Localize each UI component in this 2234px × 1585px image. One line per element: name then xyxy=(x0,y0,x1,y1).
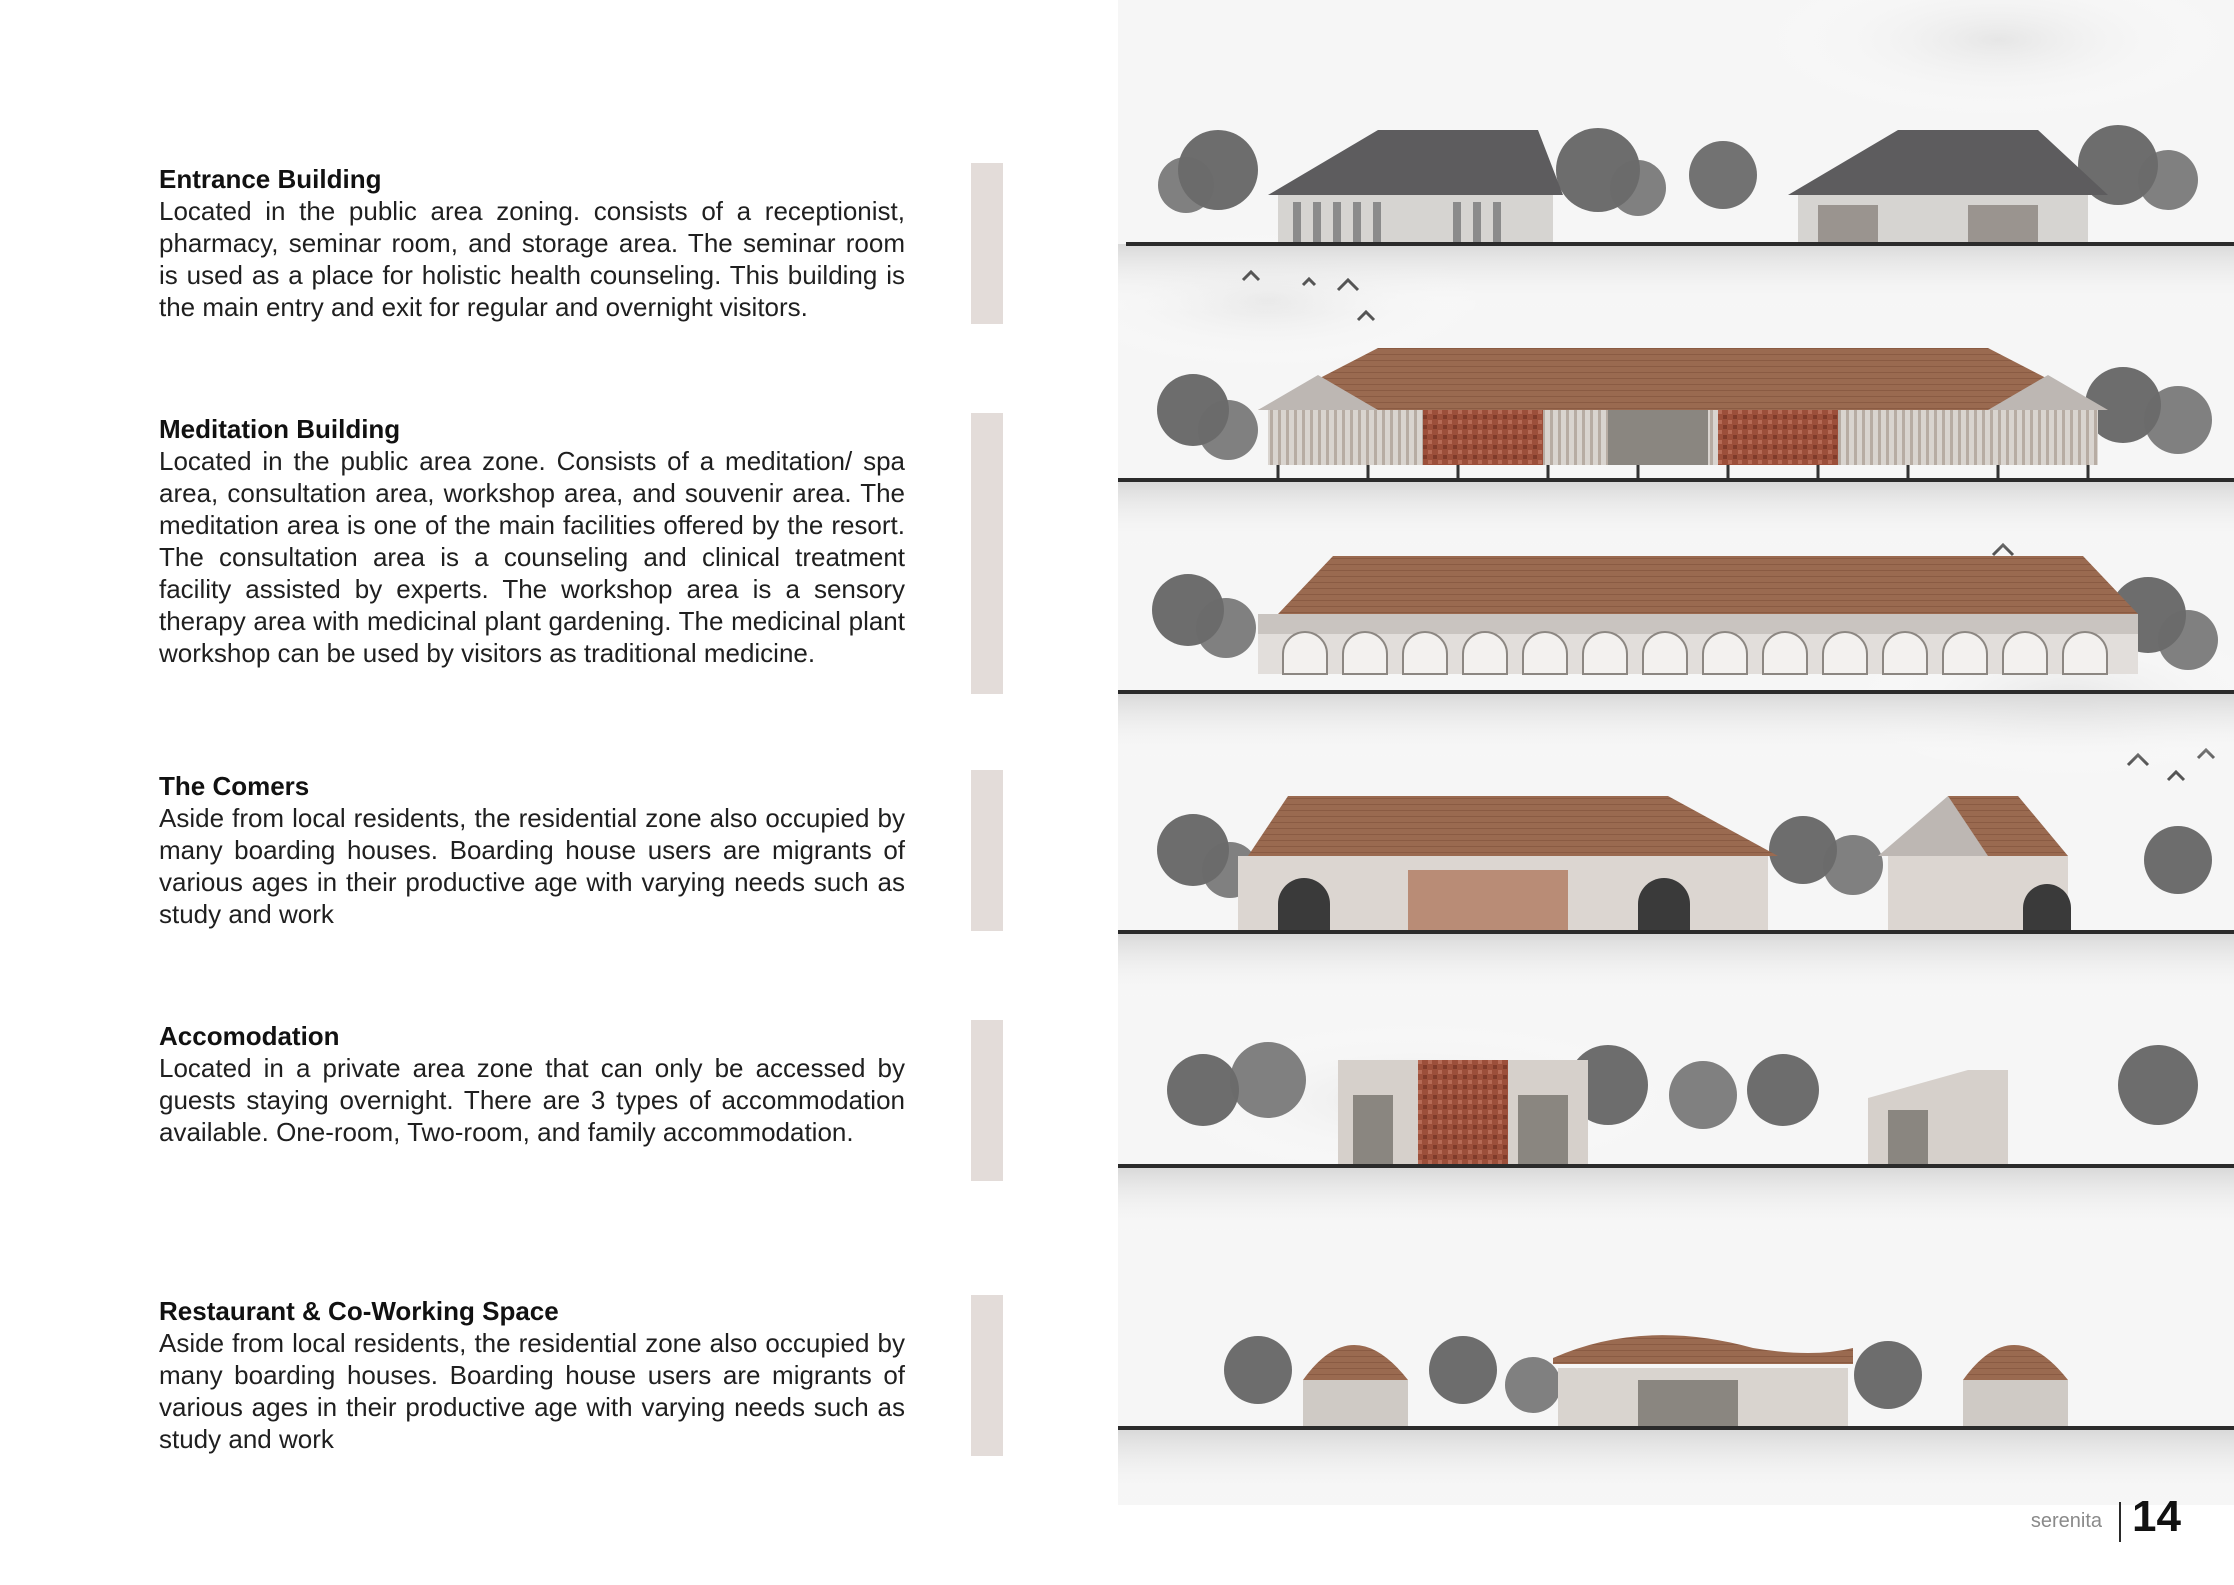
section-accomodation xyxy=(159,1020,905,1148)
accent-bar-1 xyxy=(971,163,1003,324)
accent-bar-3 xyxy=(971,770,1003,931)
section-body: Located in the public area zoning. consists of a receptionist, pharmacy, seminar room, and storage area. The seminar room is used as a place for holistic health counseling. This building is the main entry and exit for regular and overnight visitors. xyxy=(159,196,905,322)
section-body: Located in the public area zone. Consists of a meditation/ spa area, consultation area, workshop area, and souvenir area. The meditation area is one of the main facilities offered by the resort. The consultation area is a counseling and clinical treatment facility assisted by experts. The workshop area is a sensory therapy area with medicinal plant gardening. The medicinal plant workshop can be used by visitors as traditional medicine. xyxy=(159,446,905,668)
section-title: Restaurant & Co-Working Space xyxy=(159,1296,559,1326)
section-body: Aside from local residents, the residential zone also occupied by many boarding houses. Boarding house users are migrants of various ages in their productive age with varying needs such as study and work xyxy=(159,803,905,929)
section-title: Entrance Building xyxy=(159,164,382,194)
section-entrance-building xyxy=(159,163,905,323)
accent-bar-2 xyxy=(971,413,1003,694)
section-the-comers xyxy=(159,770,905,930)
footer-brand: serenita xyxy=(2030,1510,2102,1532)
section-title: Meditation Building xyxy=(159,414,401,444)
section-body: Located in a private area zone that can only be accessed by guests staying overnight. There are 3 types of accommodation available. One-room, Two-room, and family accommodation. xyxy=(159,1053,905,1147)
section-title: The Comers xyxy=(159,771,310,801)
accent-bar-4 xyxy=(971,1020,1003,1181)
elevation-drawings xyxy=(1118,0,2234,1505)
section-body: Aside from local residents, the residential zone also occupied by many boarding houses. Boarding house users are migrants of various ages in their productive age with varying needs such as study and work xyxy=(159,1328,905,1454)
footer-divider xyxy=(2119,1502,2121,1542)
section-meditation-building xyxy=(159,413,905,669)
section-title: Accomodation xyxy=(159,1021,340,1051)
page-number: 14 xyxy=(2132,1492,2181,1541)
section-restaurant-coworking xyxy=(159,1295,905,1455)
accent-bar-5 xyxy=(971,1295,1003,1456)
